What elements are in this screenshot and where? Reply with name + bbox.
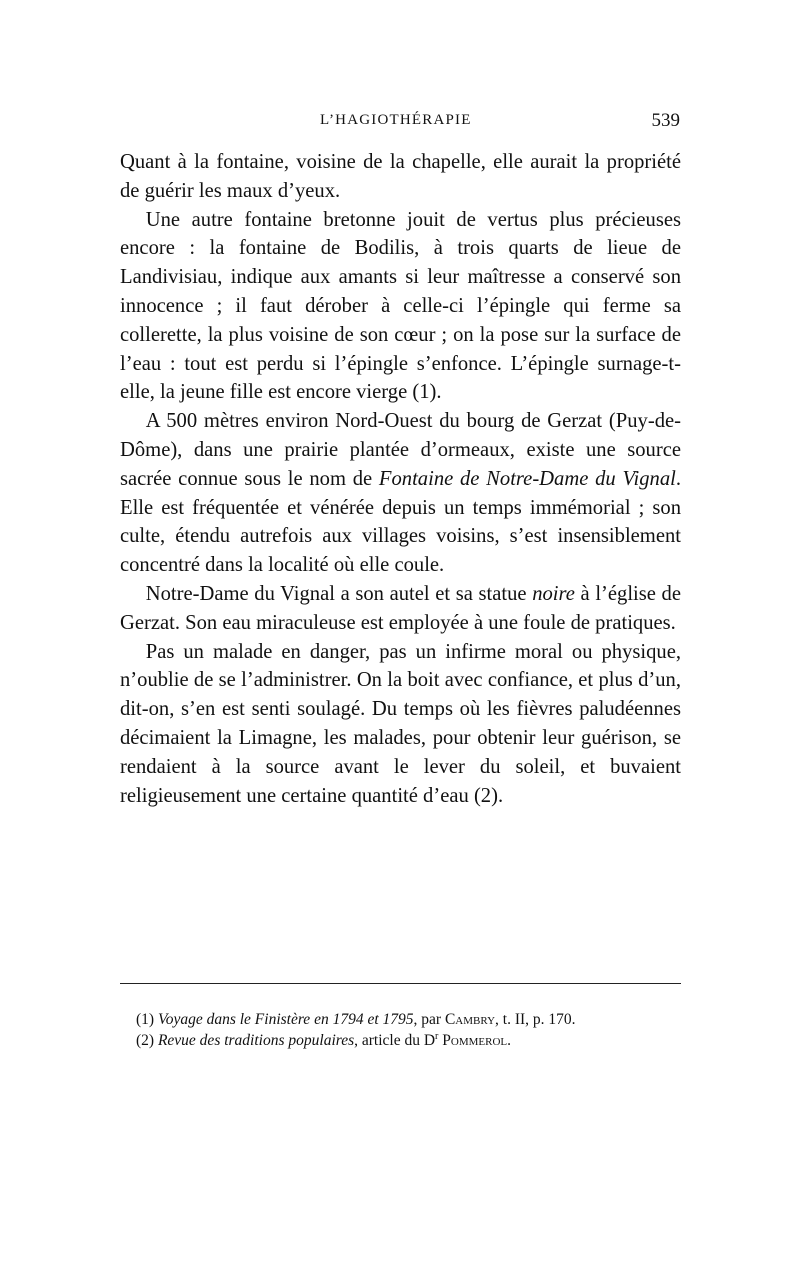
paragraph-4-text-end: à l’église de Gerzat. Son eau miraculeuse est employée à une foule de pratiques.: [120, 582, 681, 634]
footnote-divider: [120, 983, 681, 984]
footnote-2-marker: (2): [136, 1032, 155, 1049]
footnote-1-connector: , par: [413, 1011, 442, 1028]
footnote-2-title: Revue des traditions populaires: [157, 1032, 355, 1049]
paragraph-4-text: Notre-Dame du Vignal a son autel et sa statue: [145, 582, 527, 605]
page-number: 539: [651, 110, 680, 131]
footnote-1: [136, 1009, 682, 1030]
footnotes: [136, 1009, 682, 1051]
body-text: [120, 148, 681, 810]
paragraph-5: [120, 638, 681, 811]
footnote-ref-1: (1): [412, 381, 437, 404]
paragraph-3-text-end: . Elle est fréquentée et vénérée depuis un temps immémorial ; son culte, étendu autrefois aux villages voisins, s’est insensiblement concentré dans la localité où elle coule.: [120, 467, 681, 577]
paragraph-5-text: Pas un malade en danger, pas un infirme moral ou physique, n’oublie de se l’administrer. On la boit avec confiance, et plus d’un, dit-on, s’en est senti soulagé. Du temps où les fièvres paludéennes décimaient la Limagne, les malades, pour obtenir leur guérison, se rendaient à la source avant le lever du soleil, et buvaient religieusement une certaine quantité d’eau: [120, 640, 681, 807]
fountain-name: Fontaine de Notre-Dame du Vignal: [378, 467, 676, 490]
footnote-1-title: Voyage dans le Finistère en 1794 et 1795: [157, 1011, 414, 1028]
paragraph-2: [120, 206, 681, 408]
footnote-2-author: Pommerol: [442, 1032, 508, 1049]
paragraph-3: [120, 407, 681, 580]
footnote-2-title-sup: r: [435, 1030, 439, 1042]
footnote-2-details: .: [507, 1032, 512, 1049]
paragraph-1: [120, 148, 681, 206]
footnote-1-details: , t. II, p. 170.: [495, 1011, 576, 1028]
paragraph-3-text: A 500 mètres environ Nord-Ouest du bourg de Gerzat (Puy-de-Dôme), dans une prairie plantée d’ormeaux, existe une source sacrée connue sous le nom de: [120, 410, 681, 490]
emphasis-noire: noire: [532, 582, 575, 605]
footnote-ref-2: (2): [473, 784, 498, 807]
footnote-2: [136, 1030, 682, 1051]
paragraph-5-end: .: [497, 784, 504, 807]
footnote-1-marker: (1): [136, 1011, 155, 1028]
footnote-2-connector: , article du D: [354, 1032, 436, 1049]
paragraph-2-end: .: [436, 381, 442, 404]
paragraph-1-text: Quant à la fontaine, voisine de la chapelle, elle aurait la propriété de guérir les maux d’yeux.: [120, 151, 681, 202]
footnote-1-author: Cambry: [444, 1011, 496, 1028]
running-title: L’HAGIOTHÉRAPIE: [320, 112, 472, 128]
page-header: [120, 112, 680, 136]
paragraph-4: [120, 580, 681, 638]
paragraph-2-text: Une autre fontaine bretonne jouit de vertus plus précieuses encore : la fontaine de Bodilis, à trois quarts de lieue de Landivisiau, indique aux amants si leur maîtresse a conservé son innocence ; il faut dérober à celle-ci l’épingle qui ferme sa collerette, la plus voisine de son cœur ; on la pose sur la surface de l’eau : tout est perdu si l’épingle s’enfonce. L’épingle surnage-t-elle, la jeune fille est encore vierge: [120, 208, 681, 404]
